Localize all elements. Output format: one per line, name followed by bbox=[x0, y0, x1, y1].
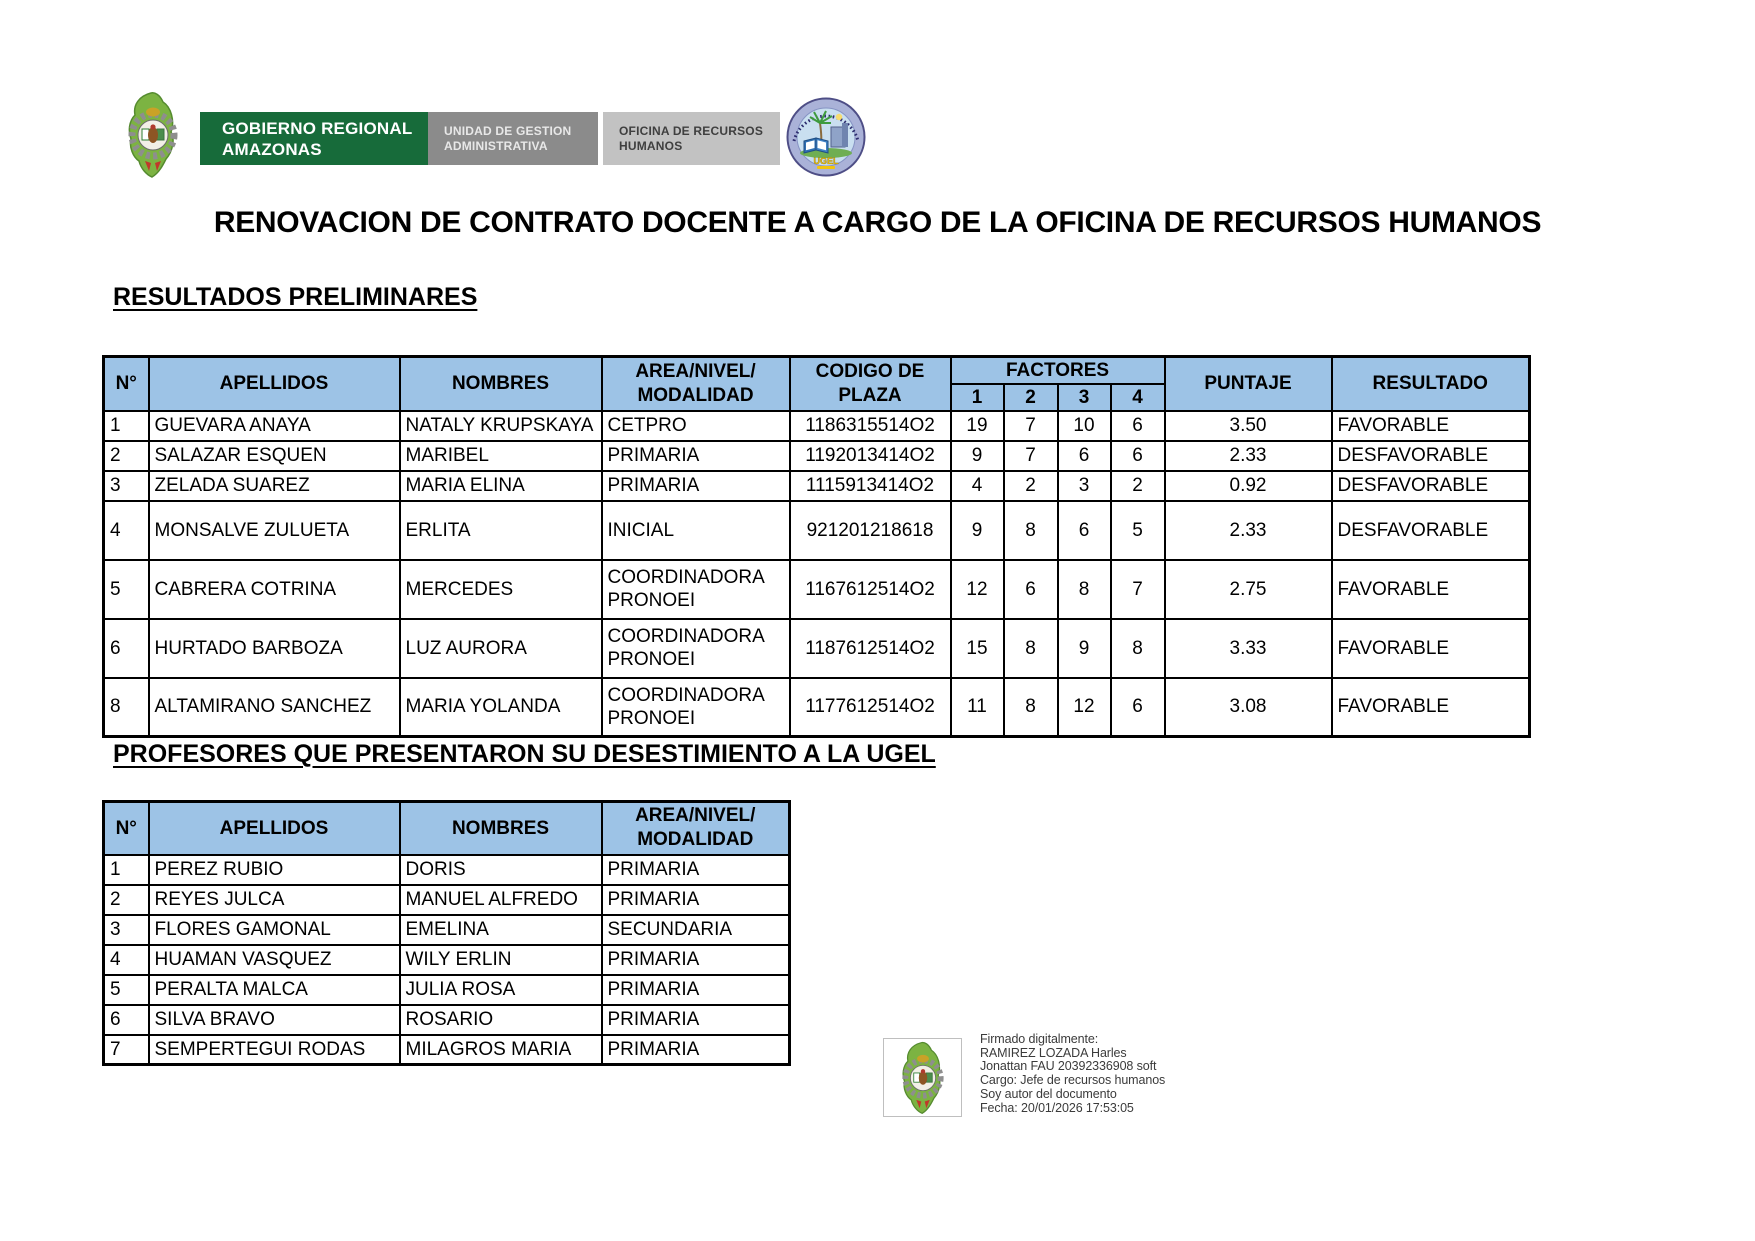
banner-line: ADMINISTRATIVA bbox=[444, 138, 548, 153]
col-header-factor-3: 3 bbox=[1058, 384, 1111, 411]
cell-apellidos: HUAMAN VASQUEZ bbox=[149, 945, 400, 975]
cell-resultado: DESFAVORABLE bbox=[1332, 441, 1530, 471]
col-header-factor-1: 1 bbox=[951, 384, 1004, 411]
signature-crest-icon bbox=[896, 1041, 950, 1115]
cell-area: PRIMARIA bbox=[602, 471, 790, 501]
cell-area: SECUNDARIA bbox=[602, 915, 790, 945]
cell-nombres: WILY ERLIN bbox=[400, 945, 602, 975]
cell-apellidos: SALAZAR ESQUEN bbox=[149, 441, 400, 471]
cell-factor-3: 10 bbox=[1058, 411, 1111, 441]
cell-factor-2: 8 bbox=[1004, 501, 1058, 560]
banner-oficina-rrhh bbox=[603, 112, 780, 165]
col-header-codigo-line: PLAZA bbox=[838, 384, 902, 406]
signature-line: Firmado digitalmente: bbox=[980, 1032, 1099, 1046]
cell-num: 7 bbox=[104, 1035, 149, 1065]
cell-puntaje: 3.50 bbox=[1165, 411, 1332, 441]
cell-factor-2: 7 bbox=[1004, 441, 1058, 471]
cell-area: INICIAL bbox=[602, 501, 790, 560]
cell-num: 5 bbox=[104, 975, 149, 1005]
cell-factor-4: 8 bbox=[1111, 619, 1165, 678]
cell-num: 4 bbox=[104, 945, 149, 975]
banner-line: AMAZONAS bbox=[222, 139, 322, 159]
col-header-apellidos: APELLIDOS bbox=[149, 357, 400, 411]
cell-puntaje: 3.33 bbox=[1165, 619, 1332, 678]
cell-factor-3: 9 bbox=[1058, 619, 1111, 678]
cell-apellidos: FLORES GAMONAL bbox=[149, 915, 400, 945]
cell-factor-3: 8 bbox=[1058, 560, 1111, 619]
cell-num: 1 bbox=[104, 411, 149, 441]
cell-resultado: FAVORABLE bbox=[1332, 678, 1530, 737]
cell-num: 4 bbox=[104, 501, 149, 560]
table-row bbox=[104, 975, 790, 1005]
header-banners bbox=[200, 112, 780, 165]
banner-line: UNIDAD DE GESTION bbox=[444, 123, 572, 138]
cell-num: 6 bbox=[104, 619, 149, 678]
col-header-area bbox=[602, 802, 790, 855]
cell-factor-2: 8 bbox=[1004, 678, 1058, 737]
table-row bbox=[104, 678, 1530, 737]
table-row bbox=[104, 885, 790, 915]
cell-nombres: MILAGROS MARIA bbox=[400, 1035, 602, 1065]
cell-puntaje: 3.08 bbox=[1165, 678, 1332, 737]
cell-resultado: FAVORABLE bbox=[1332, 411, 1530, 441]
table-row bbox=[104, 560, 1530, 619]
signature-line: Cargo: Jefe de recursos humanos bbox=[980, 1073, 1166, 1088]
cell-factor-2: 2 bbox=[1004, 471, 1058, 501]
cell-nombres: NATALY KRUPSKAYA bbox=[400, 411, 602, 441]
desistimiento-table-body bbox=[104, 855, 790, 1065]
ugel-seal-icon bbox=[786, 97, 866, 177]
cell-num: 2 bbox=[104, 441, 149, 471]
cell-apellidos: SILVA BRAVO bbox=[149, 1005, 400, 1035]
cell-num: 2 bbox=[104, 885, 149, 915]
col-header-nombres: NOMBRES bbox=[400, 357, 602, 411]
cell-factor-3: 6 bbox=[1058, 501, 1111, 560]
col-header-area-line: AREA/NIVEL/ bbox=[635, 360, 756, 382]
cell-nombres: MANUEL ALFREDO bbox=[400, 885, 602, 915]
cell-nombres: MARIBEL bbox=[400, 441, 602, 471]
cell-nombres: ERLITA bbox=[400, 501, 602, 560]
cell-apellidos: PERALTA MALCA bbox=[149, 975, 400, 1005]
cell-area: PRIMARIA bbox=[602, 975, 790, 1005]
cell-area: COORDINADORA PRONOEI bbox=[602, 560, 790, 619]
cell-codigo: 1167612514O2 bbox=[790, 560, 951, 619]
cell-num: 3 bbox=[104, 471, 149, 501]
cell-factor-3: 12 bbox=[1058, 678, 1111, 737]
cell-apellidos: PEREZ RUBIO bbox=[149, 855, 400, 885]
cell-codigo: 1177612514O2 bbox=[790, 678, 951, 737]
cell-factor-4: 5 bbox=[1111, 501, 1165, 560]
cell-puntaje: 2.33 bbox=[1165, 441, 1332, 471]
banner-line: OFICINA DE RECURSOS bbox=[619, 123, 764, 138]
col-header-area bbox=[602, 357, 790, 411]
cell-apellidos: REYES JULCA bbox=[149, 885, 400, 915]
cell-nombres: DORIS bbox=[400, 855, 602, 885]
cell-factor-1: 15 bbox=[951, 619, 1004, 678]
page-title: RENOVACION DE CONTRATO DOCENTE A CARGO DE LA OFICINA DE RECURSOS HUMANOS bbox=[213, 206, 1542, 239]
cell-codigo: 1115913414O2 bbox=[790, 471, 951, 501]
col-header-nombres: NOMBRES bbox=[400, 802, 602, 855]
cell-nombres: EMELINA bbox=[400, 915, 602, 945]
cell-apellidos: SEMPERTEGUI RODAS bbox=[149, 1035, 400, 1065]
col-header-resultado: RESULTADO bbox=[1332, 357, 1530, 411]
section-heading-desistimiento: PROFESORES QUE PRESENTARON SU DESESTIMIENTO A LA UGEL bbox=[113, 740, 936, 768]
cell-factor-1: 12 bbox=[951, 560, 1004, 619]
cell-nombres: JULIA ROSA bbox=[400, 975, 602, 1005]
signature-line: Jonattan FAU 20392336908 soft bbox=[980, 1059, 1157, 1074]
cell-factor-3: 3 bbox=[1058, 471, 1111, 501]
cell-factor-1: 9 bbox=[951, 501, 1004, 560]
cell-factor-1: 11 bbox=[951, 678, 1004, 737]
cell-nombres: MARIA ELINA bbox=[400, 471, 602, 501]
cell-puntaje: 2.33 bbox=[1165, 501, 1332, 560]
cell-codigo: 1187612514O2 bbox=[790, 619, 951, 678]
col-header-factor-4: 4 bbox=[1111, 384, 1165, 411]
cell-area: PRIMARIA bbox=[602, 945, 790, 975]
cell-area: PRIMARIA bbox=[602, 1035, 790, 1065]
cell-factor-3: 6 bbox=[1058, 441, 1111, 471]
signature-line: RAMIREZ LOZADA Harles bbox=[980, 1045, 1127, 1060]
signature-line: Soy autor del documento bbox=[980, 1086, 1117, 1101]
cell-num: 5 bbox=[104, 560, 149, 619]
col-header-area-line: AREA/NIVEL/ bbox=[635, 805, 756, 827]
cell-codigo: 1192013414O2 bbox=[790, 441, 951, 471]
section-heading-resultados: RESULTADOS PRELIMINARES bbox=[113, 283, 478, 311]
signature-line: Fecha: 20/01/2026 17:53:05 bbox=[980, 1100, 1134, 1115]
table-row bbox=[104, 411, 1530, 441]
table-row bbox=[104, 1005, 790, 1035]
cell-area: PRIMARIA bbox=[602, 441, 790, 471]
cell-num: 8 bbox=[104, 678, 149, 737]
col-header-num: N° bbox=[104, 357, 149, 411]
cell-resultado: DESFAVORABLE bbox=[1332, 471, 1530, 501]
cell-apellidos: GUEVARA ANAYA bbox=[149, 411, 400, 441]
col-header-num: N° bbox=[104, 802, 149, 855]
cell-apellidos: HURTADO BARBOZA bbox=[149, 619, 400, 678]
table-row bbox=[104, 945, 790, 975]
col-header-area-line: MODALIDAD bbox=[637, 829, 754, 851]
cell-puntaje: 2.75 bbox=[1165, 560, 1332, 619]
cell-num: 1 bbox=[104, 855, 149, 885]
cell-factor-4: 2 bbox=[1111, 471, 1165, 501]
col-header-area-line: MODALIDAD bbox=[637, 384, 754, 406]
banner-line: GOBIERNO REGIONAL bbox=[222, 118, 413, 138]
cell-factor-1: 19 bbox=[951, 411, 1004, 441]
col-header-codigo-line: CODIGO DE bbox=[815, 360, 925, 382]
cell-area: PRIMARIA bbox=[602, 855, 790, 885]
amazonas-coat-of-arms-icon bbox=[121, 91, 185, 179]
cell-area: COORDINADORA PRONOEI bbox=[602, 619, 790, 678]
seal-label: UGEL bbox=[813, 156, 839, 166]
table-row bbox=[104, 619, 1530, 678]
cell-area: PRIMARIA bbox=[602, 1005, 790, 1035]
preliminary-results-table bbox=[102, 355, 1531, 738]
cell-factor-2: 6 bbox=[1004, 560, 1058, 619]
cell-factor-4: 6 bbox=[1111, 441, 1165, 471]
cell-num: 3 bbox=[104, 915, 149, 945]
cell-puntaje: 0.92 bbox=[1165, 471, 1332, 501]
cell-factor-4: 7 bbox=[1111, 560, 1165, 619]
cell-area: COORDINADORA PRONOEI bbox=[602, 678, 790, 737]
table-row bbox=[104, 501, 1530, 560]
cell-nombres: ROSARIO bbox=[400, 1005, 602, 1035]
cell-num: 6 bbox=[104, 1005, 149, 1035]
col-header-factor-2: 2 bbox=[1004, 384, 1058, 411]
cell-apellidos: ZELADA SUAREZ bbox=[149, 471, 400, 501]
cell-apellidos: MONSALVE ZULUETA bbox=[149, 501, 400, 560]
banner-unidad-gestion bbox=[428, 112, 598, 165]
signature-stamp-box bbox=[883, 1038, 962, 1117]
cell-area: CETPRO bbox=[602, 411, 790, 441]
banner-gobierno-regional bbox=[200, 112, 428, 165]
cell-nombres: LUZ AURORA bbox=[400, 619, 602, 678]
banner-line: HUMANOS bbox=[619, 138, 683, 153]
table-row bbox=[104, 915, 790, 945]
cell-apellidos: CABRERA COTRINA bbox=[149, 560, 400, 619]
col-header-puntaje: PUNTAJE bbox=[1165, 357, 1332, 411]
col-header-codigo bbox=[790, 357, 951, 411]
cell-resultado: FAVORABLE bbox=[1332, 560, 1530, 619]
cell-resultado: DESFAVORABLE bbox=[1332, 501, 1530, 560]
col-header-factores: FACTORES bbox=[951, 357, 1165, 384]
cell-factor-1: 4 bbox=[951, 471, 1004, 501]
digital-signature-text bbox=[980, 1033, 1165, 1115]
cell-resultado: FAVORABLE bbox=[1332, 619, 1530, 678]
table-row bbox=[104, 441, 1530, 471]
cell-factor-1: 9 bbox=[951, 441, 1004, 471]
col-header-apellidos: APELLIDOS bbox=[149, 802, 400, 855]
table-row bbox=[104, 855, 790, 885]
cell-factor-2: 7 bbox=[1004, 411, 1058, 441]
cell-factor-4: 6 bbox=[1111, 411, 1165, 441]
cell-nombres: MARIA YOLANDA bbox=[400, 678, 602, 737]
desistimiento-table bbox=[102, 800, 791, 1066]
cell-codigo: 1186315514O2 bbox=[790, 411, 951, 441]
cell-nombres: MERCEDES bbox=[400, 560, 602, 619]
preliminary-table-body bbox=[104, 411, 1530, 737]
table-row bbox=[104, 471, 1530, 501]
table-row bbox=[104, 1035, 790, 1065]
cell-factor-2: 8 bbox=[1004, 619, 1058, 678]
cell-area: PRIMARIA bbox=[602, 885, 790, 915]
cell-factor-4: 6 bbox=[1111, 678, 1165, 737]
cell-apellidos: ALTAMIRANO SANCHEZ bbox=[149, 678, 400, 737]
cell-codigo: 921201218618 bbox=[790, 501, 951, 560]
